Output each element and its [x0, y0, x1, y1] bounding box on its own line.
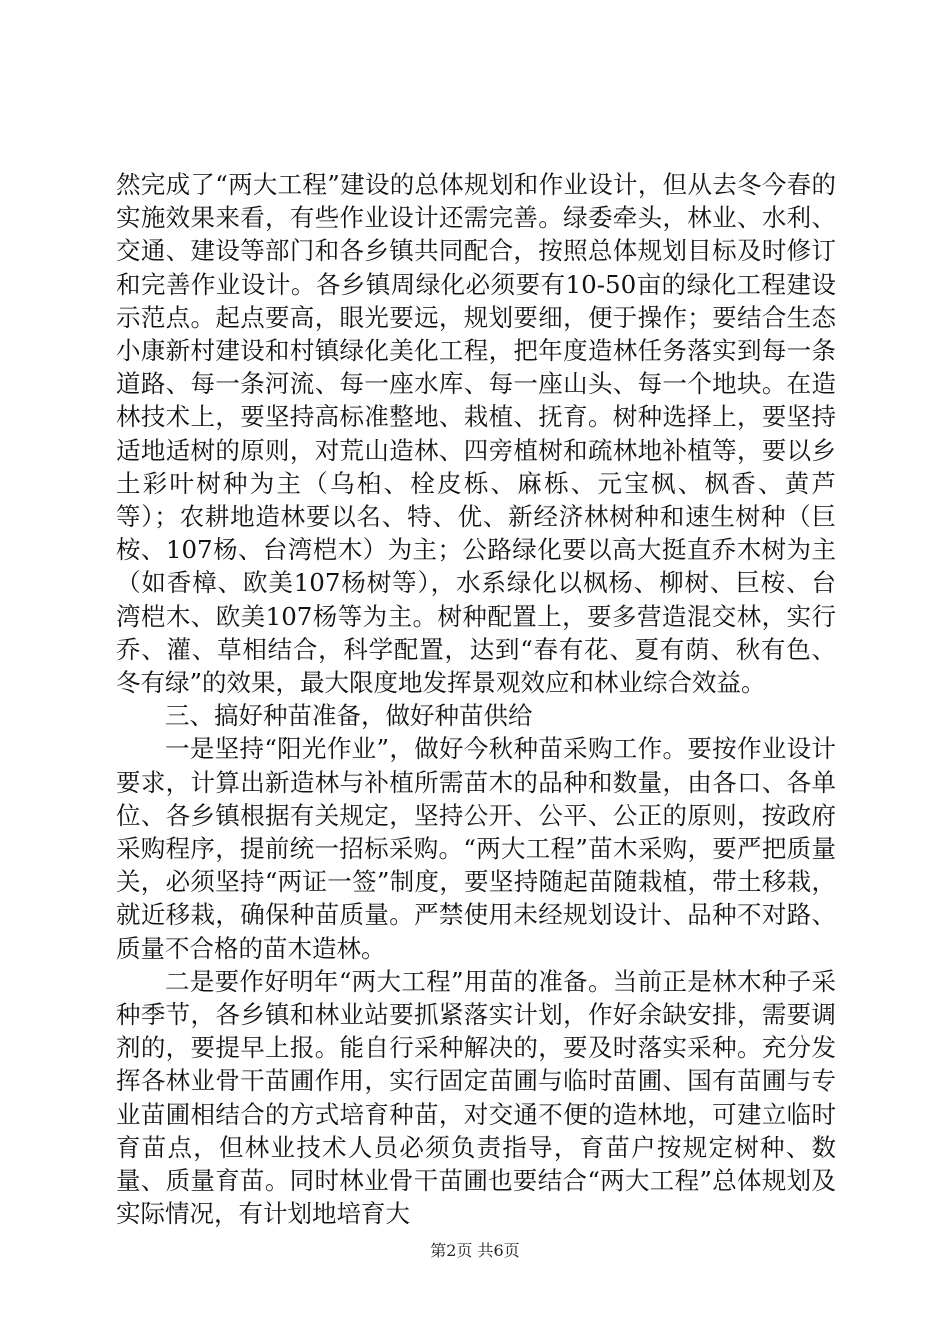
page-number-footer: 第2页 共6页: [430, 1241, 520, 1260]
section-heading: 三、搞好种苗准备，做好种苗供给: [165, 701, 533, 731]
document-body: [116, 168, 836, 1231]
body-paragraph: 一是坚持“阳光作业”，做好今秋种苗采购工作。要按作业设计要求，计算出新造林与补植所需苗木的品种和数量，由各口、各单位、各乡镇根据有关规定，坚持公开、公平、公正的原则，按政府采购程序，提前统一招标采购。“两大工程”苗木采购，要严把质量关，必须坚持“两证一签”制度，要坚持随起苗随栽植，带土移栽，就近移栽，确保种苗质量。严禁使用未经规划设计、品种不对路、质量不合格的苗木造林。: [116, 734, 836, 963]
body-paragraph: 二是要作好明年“两大工程”用苗的准备。当前正是林木种子采种季节，各乡镇和林业站要抓紧落实计划，作好余缺安排，需要调剂的，要提早上报。能自行采种解决的，要及时落实采种。充分发挥各林业骨干苗圃作用，实行固定苗圃与临时苗圃、国有苗圃与专业苗圃相结合的方式培育种苗，对交通不便的造林地，可建立临时育苗点，但林业技术人员必须负责指导，育苗户按规定树种、数量、质量育苗。同时林业骨干苗圃也要结合“两大工程”总体规划及实际情况，有计划地培育大: [116, 966, 836, 1229]
body-paragraph: 然完成了“两大工程”建设的总体规划和作业设计，但从去冬今春的实施效果来看，有些作业设计还需完善。绿委牵头，林业、水利、交通、建设等部门和各乡镇共同配合，按照总体规划目标及时修订和完善作业设计。各乡镇周绿化必须要有10-50亩的绿化工程建设示范点。起点要高，眼光要远，规划要细，便于操作；要结合生态小康新村建设和村镇绿化美化工程，把年度造林任务落实到每一条道路、每一条河流、每一座水库、每一座山头、每一个地块。在造林技术上，要坚持高标准整地、栽植、抚育。树种选择上，要坚持适地适树的原则，对荒山造林、四旁植树和疏林地补植等，要以乡土彩叶树种为主（乌桕、栓皮栎、麻栎、元宝枫、枫香、黄芦等）；农耕地造林要以名、特、优、新经济林树种和速生树种（巨桉、107杨、台湾桤木）为主；公路绿化要以高大挺直乔木树为主（如香樟、欧美107杨树等），水系绿化以枫杨、柳树、巨桉、台湾桤木、欧美107杨等为主。树种配置上，要多营造混交林，实行乔、灌、草相结合，科学配置，达到“春有花、夏有荫、秋有色、冬有绿”的效果，最大限度地发挥景观效应和林业综合效益。: [116, 170, 836, 698]
